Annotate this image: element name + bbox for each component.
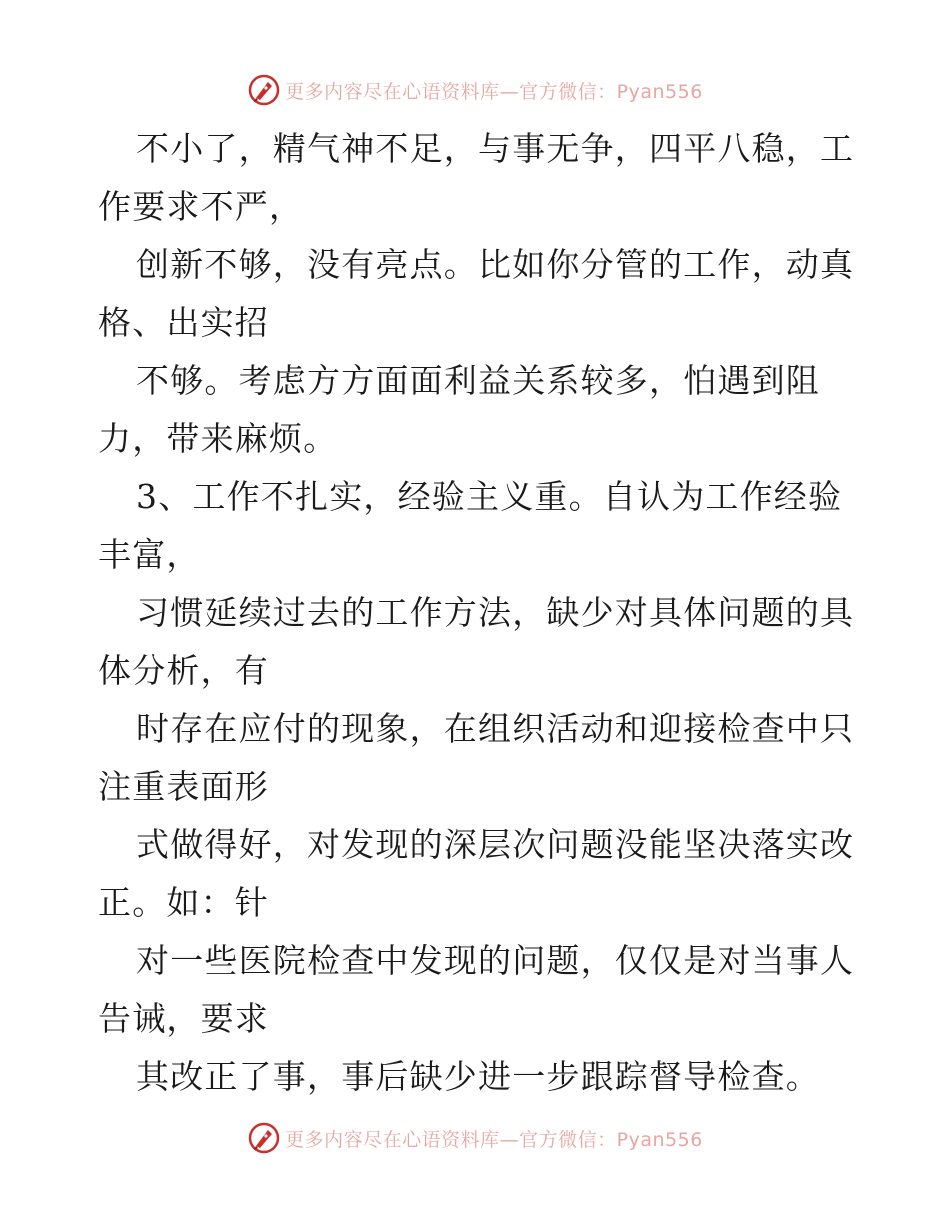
paragraph-line: 丰富， xyxy=(98,535,201,574)
paragraph-line: 注重表面形 xyxy=(98,767,269,806)
watermark-text: 更多内容尽在心语资料库—官方微信：Pyan556 xyxy=(285,1128,703,1151)
paragraph-line: 不小了，精气神不足，与事无争，四平八稳，工 xyxy=(136,129,855,168)
paragraph-line: 3、工作不扎实，经验主义重。自认为工作经验 xyxy=(136,477,843,516)
paragraph-line: 式做得好，对发现的深层次问题没能坚决落实改 xyxy=(136,825,855,864)
paragraph-line: 作要求不严， xyxy=(98,187,304,226)
pen-nib-logo-icon xyxy=(247,73,281,107)
paragraph-line: 不够。考虑方方面面利益关系较多，怕遇到阻 xyxy=(136,361,820,400)
watermark-text: 更多内容尽在心语资料库—官方微信：Pyan556 xyxy=(285,80,703,103)
document-body xyxy=(98,120,858,1106)
paragraph-line: 时存在应付的现象，在组织活动和迎接检查中只 xyxy=(136,709,855,748)
paragraph-line: 体分析，有 xyxy=(98,651,269,690)
header-watermark xyxy=(0,70,950,110)
paragraph-line: 对一些医院检查中发现的问题，仅仅是对当事人 xyxy=(136,941,855,980)
paragraph-line: 正。如：针 xyxy=(98,883,269,922)
paragraph-line: 告诫，要求 xyxy=(98,999,269,1038)
footer-watermark xyxy=(0,1118,950,1158)
paragraph-line: 力，带来麻烦。 xyxy=(98,419,338,458)
pen-nib-logo-icon xyxy=(247,1121,281,1155)
paragraph-line: 格、出实招 xyxy=(98,303,269,342)
paragraph-line: 创新不够，没有亮点。比如你分管的工作，动真 xyxy=(136,245,855,284)
paragraph-line: 其改正了事，事后缺少进一步跟踪督导检查。 xyxy=(136,1057,820,1096)
paragraph-line: 习惯延续过去的工作方法，缺少对具体问题的具 xyxy=(136,593,855,632)
